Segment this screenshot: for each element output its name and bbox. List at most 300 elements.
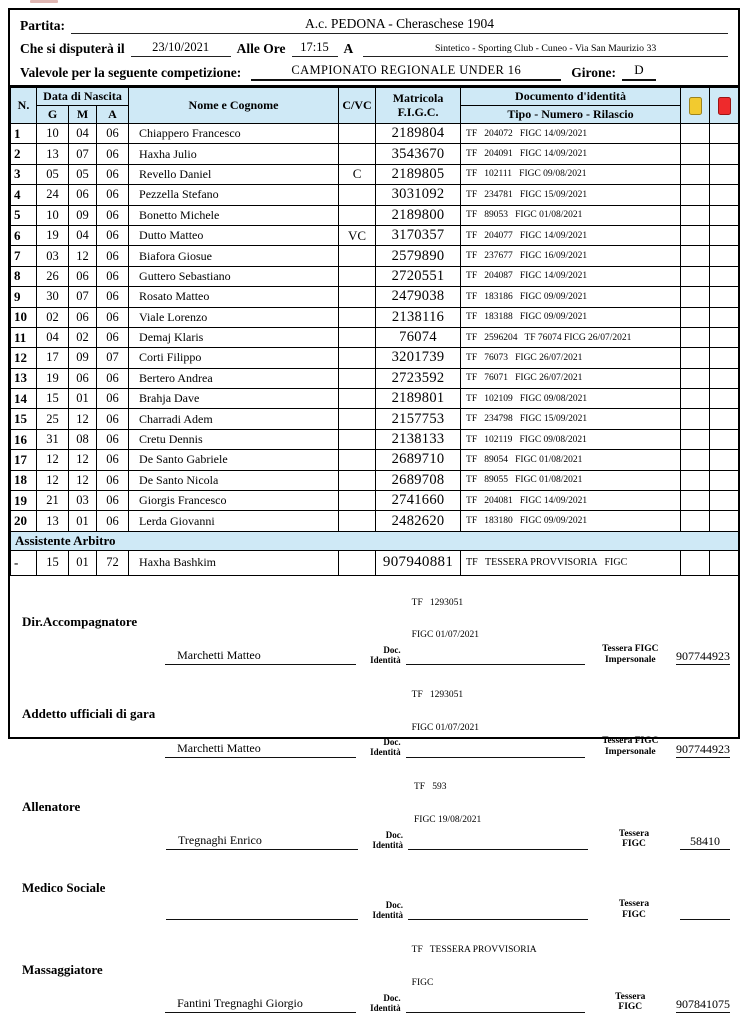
header-year: A <box>97 106 129 124</box>
partita-line <box>20 16 728 34</box>
staff-row <box>10 668 738 760</box>
assistant-section <box>11 531 739 575</box>
player-name: Giorgis Francesco <box>129 491 339 511</box>
yellow-card-cell <box>681 144 710 164</box>
player-document: TF 204077 FIGC 14/09/2021 <box>461 225 681 245</box>
at-label: A <box>343 40 354 56</box>
player-cvc <box>339 144 376 164</box>
player-birth-day: 26 <box>37 266 69 286</box>
player-cvc <box>339 491 376 511</box>
date-line <box>20 40 728 57</box>
staff-tessera-label: Tessera FIGC Impersonale <box>602 736 659 757</box>
player-number: 16 <box>11 429 37 449</box>
assistant-birth-year: 72 <box>97 550 129 575</box>
player-birth-year: 06 <box>97 491 129 511</box>
yellow-card-cell <box>681 266 710 286</box>
yellow-card-cell <box>681 348 710 368</box>
player-birth-month: 12 <box>69 409 97 429</box>
header-cvc: C/VC <box>339 88 376 124</box>
assistant-row <box>11 550 739 575</box>
staff-tessera-value: 907744923 <box>676 741 730 756</box>
table-row <box>11 246 739 266</box>
header-red-card <box>710 88 739 124</box>
table-row <box>11 225 739 245</box>
player-birth-day: 15 <box>37 389 69 409</box>
red-card-cell <box>710 287 739 307</box>
player-document: TF 102109 FIGC 09/08/2021 <box>461 389 681 409</box>
staff-name-value: Fantini Tregnaghi Giorgio <box>165 996 356 1013</box>
player-document: TF 204091 FIGC 14/09/2021 <box>461 144 681 164</box>
red-card-cell <box>710 164 739 184</box>
player-matricola: 2479038 <box>376 287 461 307</box>
yellow-card-cell <box>681 287 710 307</box>
player-name: Rosato Matteo <box>129 287 339 307</box>
player-birth-day: 03 <box>37 246 69 266</box>
red-card-cell <box>710 491 739 511</box>
player-matricola: 3170357 <box>376 225 461 245</box>
yellow-card-cell <box>681 327 710 347</box>
player-document: TF 234781 FIGC 15/09/2021 <box>461 185 681 205</box>
player-document: TF 204081 FIGC 14/09/2021 <box>461 491 681 511</box>
player-cvc <box>339 348 376 368</box>
staff-doc-value: TF 1293051 FIGC 01/07/2021 <box>406 576 585 665</box>
assistant-red-card-cell <box>710 550 739 575</box>
yellow-card-cell <box>681 225 710 245</box>
partita-value: A.c. PEDONA - Cheraschese 1904 <box>71 16 728 34</box>
red-card-icon <box>718 97 731 115</box>
player-document: TF 76073 FIGC 26/07/2021 <box>461 348 681 368</box>
staff-section <box>10 576 738 1013</box>
player-matricola: 3031092 <box>376 185 461 205</box>
player-birth-month: 08 <box>69 429 97 449</box>
player-number: 11 <box>11 327 37 347</box>
table-row <box>11 205 739 225</box>
header-yellow-card <box>681 88 710 124</box>
match-header <box>10 10 738 87</box>
player-matricola: 2157753 <box>376 409 461 429</box>
player-birth-year: 06 <box>97 307 129 327</box>
player-name: Biafora Giosue <box>129 246 339 266</box>
player-birth-day: 05 <box>37 164 69 184</box>
player-name: Revello Daniel <box>129 164 339 184</box>
player-matricola: 2189805 <box>376 164 461 184</box>
staff-doc-value <box>408 853 588 921</box>
staff-role-label: Allenatore <box>22 798 81 814</box>
red-card-cell <box>710 225 739 245</box>
staff-doc-value: TF TESSERA PROVVISORIA FIGC <box>406 923 585 1012</box>
red-card-cell <box>710 307 739 327</box>
staff-tessera-label: Tessera FIGC <box>618 899 650 920</box>
player-cvc <box>339 368 376 388</box>
assistant-matricola: 907940881 <box>376 550 461 575</box>
player-number: 13 <box>11 368 37 388</box>
player-cvc <box>339 124 376 144</box>
player-matricola: 2579890 <box>376 246 461 266</box>
player-matricola: 2189800 <box>376 205 461 225</box>
yellow-card-cell <box>681 368 710 388</box>
yellow-card-icon <box>689 97 702 115</box>
player-name: Pezzella Stefano <box>129 185 339 205</box>
player-cvc <box>339 511 376 531</box>
player-birth-month: 07 <box>69 287 97 307</box>
staff-name-value: Tregnaghi Enrico <box>166 833 358 850</box>
player-birth-day: 02 <box>37 307 69 327</box>
table-row <box>11 511 739 531</box>
player-birth-year: 06 <box>97 266 129 286</box>
player-matricola: 2689710 <box>376 450 461 470</box>
assistant-cvc <box>339 550 376 575</box>
staff-doc-value: TF 1293051 FIGC 01/07/2021 <box>406 668 585 757</box>
date-label: Che si disputerà il <box>20 40 125 56</box>
player-matricola: 2189804 <box>376 124 461 144</box>
time-value: 17:15 <box>292 40 338 57</box>
player-number: 14 <box>11 389 37 409</box>
player-birth-month: 09 <box>69 348 97 368</box>
player-birth-day: 13 <box>37 511 69 531</box>
player-birth-year: 06 <box>97 470 129 490</box>
player-document: TF 183188 FIGC 09/09/2021 <box>461 307 681 327</box>
table-row <box>11 164 739 184</box>
assistant-number: - <box>11 550 37 575</box>
player-birth-month: 12 <box>69 450 97 470</box>
staff-tessera-label: Tessera FIGC Impersonale <box>602 643 659 665</box>
player-cvc <box>339 266 376 286</box>
player-birth-year: 06 <box>97 389 129 409</box>
player-name: Viale Lorenzo <box>129 307 339 327</box>
player-number: 20 <box>11 511 37 531</box>
table-row <box>11 327 739 347</box>
player-number: 9 <box>11 287 37 307</box>
player-cvc: C <box>339 164 376 184</box>
table-row <box>11 348 739 368</box>
table-row <box>11 389 739 409</box>
player-document: TF 89053 FIGC 01/08/2021 <box>461 205 681 225</box>
yellow-card-cell <box>681 511 710 531</box>
red-card-cell <box>710 429 739 449</box>
player-birth-year: 06 <box>97 185 129 205</box>
player-document: TF 183186 FIGC 09/09/2021 <box>461 287 681 307</box>
player-birth-month: 06 <box>69 266 97 286</box>
assistant-title-row <box>11 531 739 550</box>
player-name: Haxha Julio <box>129 144 339 164</box>
staff-doc-value: TF 593 FIGC 19/08/2021 <box>408 761 588 850</box>
player-matricola: 3543670 <box>376 144 461 164</box>
staff-doc-label: Doc. Identità <box>370 737 401 758</box>
staff-row <box>10 853 738 924</box>
staff-name-value: Marchetti Matteo <box>165 741 356 758</box>
player-birth-month: 12 <box>69 246 97 266</box>
player-birth-year: 06 <box>97 225 129 245</box>
yellow-card-cell <box>681 185 710 205</box>
player-cvc <box>339 185 376 205</box>
yellow-card-cell <box>681 389 710 409</box>
player-birth-day: 13 <box>37 144 69 164</box>
player-name: Guttero Sebastiano <box>129 266 339 286</box>
player-number: 8 <box>11 266 37 286</box>
staff-name-value: Marchetti Matteo <box>165 648 356 665</box>
table-row <box>11 409 739 429</box>
red-card-cell <box>710 348 739 368</box>
table-row <box>11 470 739 490</box>
staff-doc-label: Doc. Identità <box>370 645 401 666</box>
red-card-cell <box>710 246 739 266</box>
red-card-cell <box>710 470 739 490</box>
player-document: TF 89054 FIGC 01/08/2021 <box>461 450 681 470</box>
player-birth-month: 07 <box>69 144 97 164</box>
player-document: TF 102111 FIGC 09/08/2021 <box>461 164 681 184</box>
player-matricola: 2723592 <box>376 368 461 388</box>
assistant-section-title: Assistente Arbitro <box>11 531 739 550</box>
yellow-card-cell <box>681 450 710 470</box>
assistant-document: TF TESSERA PROVVISORIA FIGC <box>461 550 681 575</box>
player-cvc: VC <box>339 225 376 245</box>
staff-tessera-value <box>680 904 730 920</box>
header-n: N. <box>11 88 37 124</box>
player-birth-month: 04 <box>69 225 97 245</box>
table-row <box>11 429 739 449</box>
roster-table <box>10 87 739 576</box>
staff-doc-label: Doc. Identità <box>370 992 401 1013</box>
roster-header <box>11 88 739 124</box>
staff-role-label: Massaggiatore <box>22 961 103 977</box>
table-row <box>11 368 739 388</box>
staff-row <box>10 761 738 853</box>
assistant-name: Haxha Bashkim <box>129 550 339 575</box>
player-number: 1 <box>11 124 37 144</box>
player-name: Bonetto Michele <box>129 205 339 225</box>
staff-row <box>10 923 738 1015</box>
red-card-cell <box>710 511 739 531</box>
player-birth-day: 19 <box>37 225 69 245</box>
girone-value: D <box>622 62 656 81</box>
player-name: Brahja Dave <box>129 389 339 409</box>
player-birth-month: 05 <box>69 164 97 184</box>
player-birth-year: 06 <box>97 368 129 388</box>
staff-name-value <box>166 903 358 920</box>
red-card-cell <box>710 205 739 225</box>
player-cvc <box>339 205 376 225</box>
staff-doc-label: Doc. Identità <box>372 829 403 850</box>
player-number: 10 <box>11 307 37 327</box>
staff-tessera-value: 907744923 <box>676 649 730 664</box>
player-birth-year: 06 <box>97 144 129 164</box>
player-matricola: 2482620 <box>376 511 461 531</box>
player-document: TF 237677 FIGC 16/09/2021 <box>461 246 681 266</box>
player-birth-month: 01 <box>69 389 97 409</box>
player-number: 3 <box>11 164 37 184</box>
player-matricola: 3201739 <box>376 348 461 368</box>
girone-label: Girone: <box>571 65 616 80</box>
player-matricola: 2720551 <box>376 266 461 286</box>
red-card-cell <box>710 450 739 470</box>
header-day: G <box>37 106 69 124</box>
player-birth-year: 06 <box>97 511 129 531</box>
red-card-cell <box>710 266 739 286</box>
player-birth-day: 10 <box>37 205 69 225</box>
player-birth-year: 06 <box>97 287 129 307</box>
player-name: De Santo Gabriele <box>129 450 339 470</box>
players-body <box>11 124 739 532</box>
staff-role-label: Medico Sociale <box>22 880 106 896</box>
red-card-cell <box>710 389 739 409</box>
competition-label: Valevole per la seguente competizione: <box>20 65 242 80</box>
player-name: Cretu Dennis <box>129 429 339 449</box>
player-number: 12 <box>11 348 37 368</box>
time-label: Alle Ore <box>236 40 286 56</box>
red-card-cell <box>710 327 739 347</box>
yellow-card-cell <box>681 470 710 490</box>
yellow-card-cell <box>681 307 710 327</box>
player-birth-day: 31 <box>37 429 69 449</box>
partita-label: Partita: <box>20 18 65 33</box>
player-document: TF 234798 FIGC 15/09/2021 <box>461 409 681 429</box>
player-birth-year: 06 <box>97 409 129 429</box>
staff-tessera-value: 907841075 <box>676 996 730 1011</box>
player-birth-year: 06 <box>97 164 129 184</box>
player-cvc <box>339 470 376 490</box>
player-cvc <box>339 429 376 449</box>
player-birth-day: 21 <box>37 491 69 511</box>
yellow-card-cell <box>681 124 710 144</box>
player-number: 6 <box>11 225 37 245</box>
yellow-card-cell <box>681 205 710 225</box>
red-card-cell <box>710 144 739 164</box>
staff-tessera-value: 58410 <box>680 834 730 850</box>
player-document: TF 2596204 TF 76074 FICG 26/07/2021 <box>461 327 681 347</box>
player-cvc <box>339 389 376 409</box>
staff-row <box>10 576 738 668</box>
player-name: Bertero Andrea <box>129 368 339 388</box>
venue-value: Sintetico - Sporting Club - Cuneo - Via San Maurizio 33 <box>363 43 728 57</box>
red-card-cell <box>710 368 739 388</box>
player-document: TF 183180 FIGC 09/09/2021 <box>461 511 681 531</box>
player-document: TF 102119 FIGC 09/08/2021 <box>461 429 681 449</box>
player-name: Dutto Matteo <box>129 225 339 245</box>
player-name: De Santo Nicola <box>129 470 339 490</box>
yellow-card-cell <box>681 409 710 429</box>
player-birth-month: 03 <box>69 491 97 511</box>
player-birth-year: 06 <box>97 124 129 144</box>
player-cvc <box>339 450 376 470</box>
player-number: 4 <box>11 185 37 205</box>
table-row <box>11 307 739 327</box>
header-birthdate: Data di Nascita <box>37 88 129 106</box>
yellow-card-cell <box>681 246 710 266</box>
player-birth-day: 19 <box>37 368 69 388</box>
player-birth-day: 25 <box>37 409 69 429</box>
player-birth-month: 06 <box>69 368 97 388</box>
player-name: Demaj Klaris <box>129 327 339 347</box>
table-row <box>11 266 739 286</box>
player-number: 5 <box>11 205 37 225</box>
player-cvc <box>339 287 376 307</box>
player-matricola: 76074 <box>376 327 461 347</box>
player-birth-month: 06 <box>69 185 97 205</box>
player-birth-day: 12 <box>37 450 69 470</box>
player-matricola: 2189801 <box>376 389 461 409</box>
player-birth-month: 04 <box>69 124 97 144</box>
staff-tessera-label: Tessera FIGC <box>618 828 650 850</box>
table-row <box>11 491 739 511</box>
assistant-birth-day: 15 <box>37 550 69 575</box>
player-birth-month: 02 <box>69 327 97 347</box>
table-row <box>11 124 739 144</box>
player-document: TF 204087 FIGC 14/09/2021 <box>461 266 681 286</box>
staff-doc-label: Doc. Identità <box>372 900 403 921</box>
player-birth-day: 12 <box>37 470 69 490</box>
player-number: 2 <box>11 144 37 164</box>
player-matricola: 2689708 <box>376 470 461 490</box>
player-birth-day: 04 <box>37 327 69 347</box>
staff-tessera-label: Tessera FIGC <box>615 991 646 1013</box>
date-value: 23/10/2021 <box>131 40 231 57</box>
player-name: Corti Filippo <box>129 348 339 368</box>
player-birth-day: 10 <box>37 124 69 144</box>
yellow-card-cell <box>681 164 710 184</box>
player-name: Chiappero Francesco <box>129 124 339 144</box>
player-number: 7 <box>11 246 37 266</box>
header-name: Nome e Cognome <box>129 88 339 124</box>
header-matricola: Matricola F.I.G.C. <box>376 88 461 124</box>
player-birth-year: 07 <box>97 348 129 368</box>
header-document: Documento d'identità <box>461 88 681 106</box>
table-row <box>11 287 739 307</box>
player-matricola: 2741660 <box>376 491 461 511</box>
header-month: M <box>69 106 97 124</box>
player-birth-year: 06 <box>97 450 129 470</box>
player-birth-day: 24 <box>37 185 69 205</box>
red-card-cell <box>710 124 739 144</box>
staff-role-label: Dir.Accompagnatore <box>22 614 138 629</box>
header-doc-type: Tipo - Numero - Rilascio <box>461 106 681 124</box>
competition-value: CAMPIONATO REGIONALE UNDER 16 <box>251 63 561 81</box>
player-birth-year: 06 <box>97 327 129 347</box>
player-birth-month: 09 <box>69 205 97 225</box>
player-cvc <box>339 307 376 327</box>
player-birth-year: 06 <box>97 429 129 449</box>
player-document: TF 89055 FIGC 01/08/2021 <box>461 470 681 490</box>
player-birth-day: 17 <box>37 348 69 368</box>
scan-artifact <box>30 0 58 3</box>
player-number: 18 <box>11 470 37 490</box>
player-matricola: 2138133 <box>376 429 461 449</box>
table-row <box>11 185 739 205</box>
player-birth-year: 06 <box>97 246 129 266</box>
player-document: TF 76071 FIGC 26/07/2021 <box>461 368 681 388</box>
player-number: 19 <box>11 491 37 511</box>
staff-role-label: Addetto ufficiali di gara <box>22 706 156 722</box>
player-cvc <box>339 246 376 266</box>
yellow-card-cell <box>681 429 710 449</box>
player-matricola: 2138116 <box>376 307 461 327</box>
player-name: Charradi Adem <box>129 409 339 429</box>
yellow-card-cell <box>681 491 710 511</box>
player-name: Lerda Giovanni <box>129 511 339 531</box>
assistant-yellow-card-cell <box>681 550 710 575</box>
player-cvc <box>339 409 376 429</box>
match-sheet <box>8 8 740 1013</box>
player-birth-month: 12 <box>69 470 97 490</box>
player-birth-year: 06 <box>97 205 129 225</box>
table-row <box>11 450 739 470</box>
table-row <box>11 144 739 164</box>
player-cvc <box>339 327 376 347</box>
player-number: 15 <box>11 409 37 429</box>
red-card-cell <box>710 409 739 429</box>
player-document: TF 204072 FIGC 14/09/2021 <box>461 124 681 144</box>
player-birth-day: 30 <box>37 287 69 307</box>
assistant-birth-month: 01 <box>69 550 97 575</box>
